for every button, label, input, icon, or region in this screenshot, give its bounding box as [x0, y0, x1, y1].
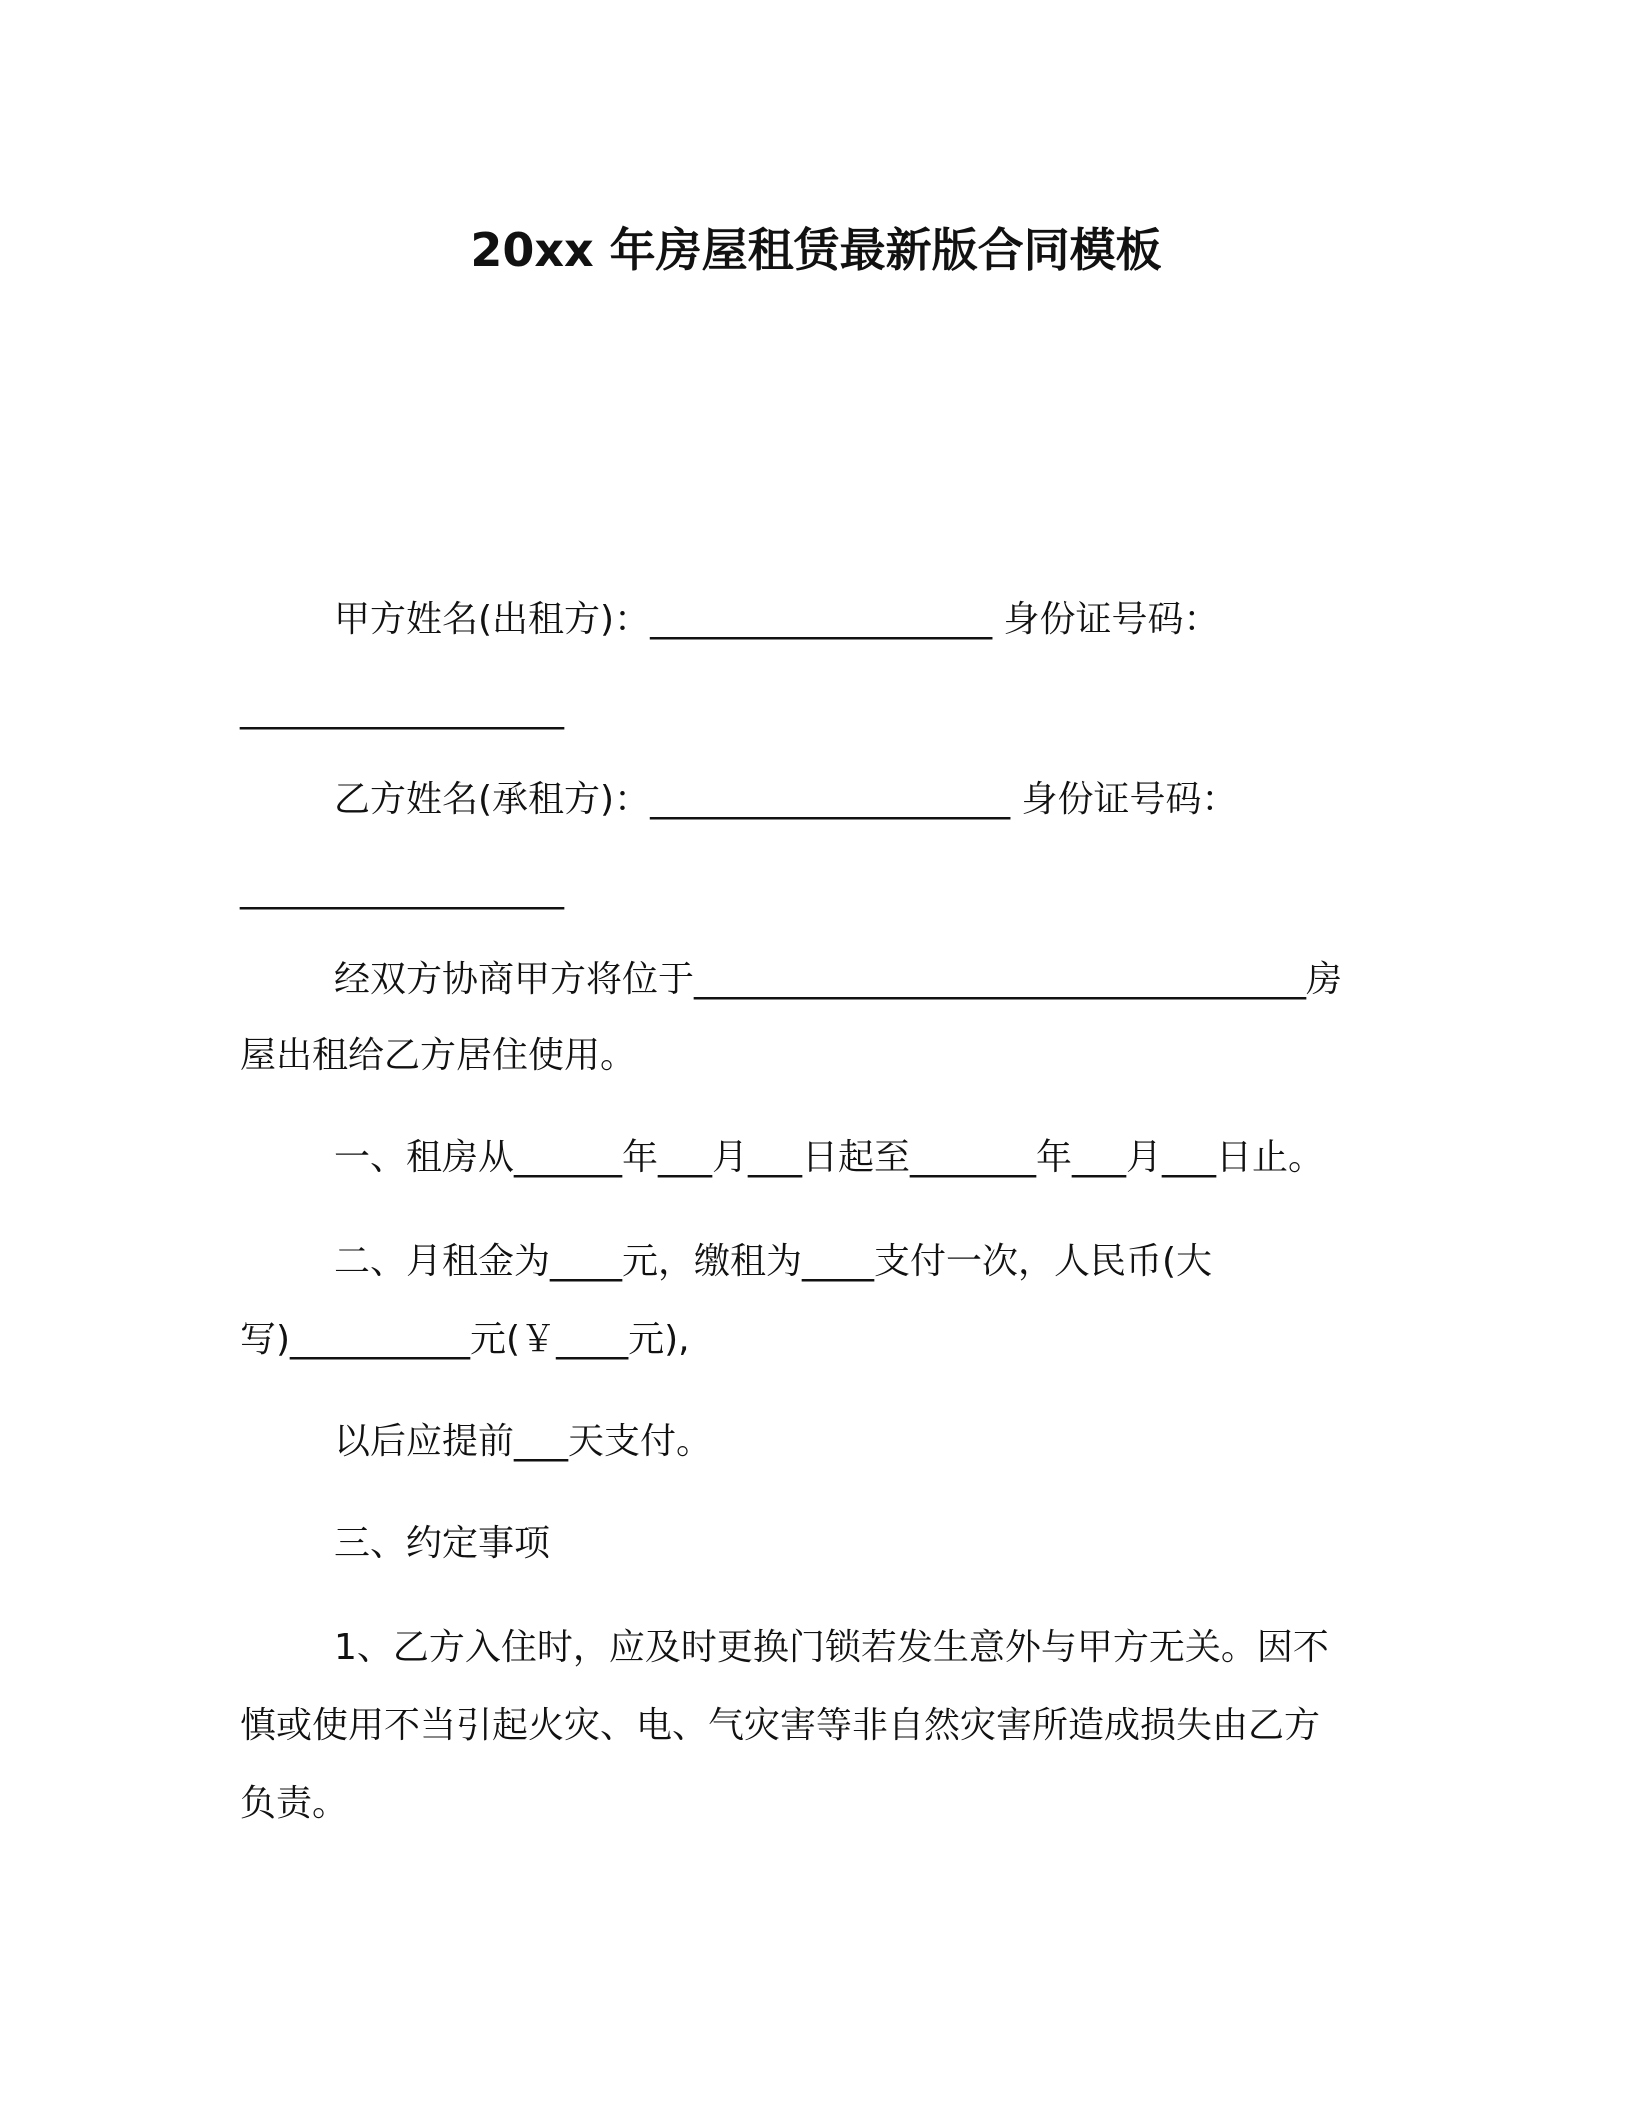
document-title: 20xx 年房屋租赁最新版合同模板	[470, 223, 1162, 277]
party-a-line: 甲方姓名(出租方)：___________________ 身份证号码：	[334, 599, 1220, 640]
clause-1-lease-term: 一、租房从______年___月___日起至_______年___月___日止。	[334, 1137, 1325, 1178]
party-b-line: 乙方姓名(承租方)：____________________ 身份证号码：	[334, 779, 1238, 820]
party-b-id-blank: __________________	[240, 869, 564, 910]
clause-3-heading: 三、约定事项	[334, 1523, 551, 1564]
clause-3-item-1: 1、乙方入住时，应及时更换门锁若发生意外与甲方无关。因不	[334, 1627, 1329, 1668]
property-location-line-2: 屋出租给乙方居住使用。	[240, 1035, 637, 1076]
clause-2-rent-line-2: 写)__________元(￥____元),	[240, 1319, 690, 1360]
clause-3-item-1-line-2: 慎或使用不当引起火灾、电、气灾害等非自然灾害所造成损失由乙方	[240, 1705, 1321, 1746]
party-a-id-blank: __________________	[240, 689, 564, 730]
clause-3-item-1-line-3: 负责。	[240, 1783, 349, 1824]
property-location-line: 经双方协商甲方将位于__________________________________房	[334, 959, 1343, 1000]
clause-2-rent: 二、月租金为____元，缴租为____支付一次，人民币(大	[334, 1241, 1213, 1282]
clause-2-payment-notice: 以后应提前___天支付。	[334, 1421, 713, 1462]
